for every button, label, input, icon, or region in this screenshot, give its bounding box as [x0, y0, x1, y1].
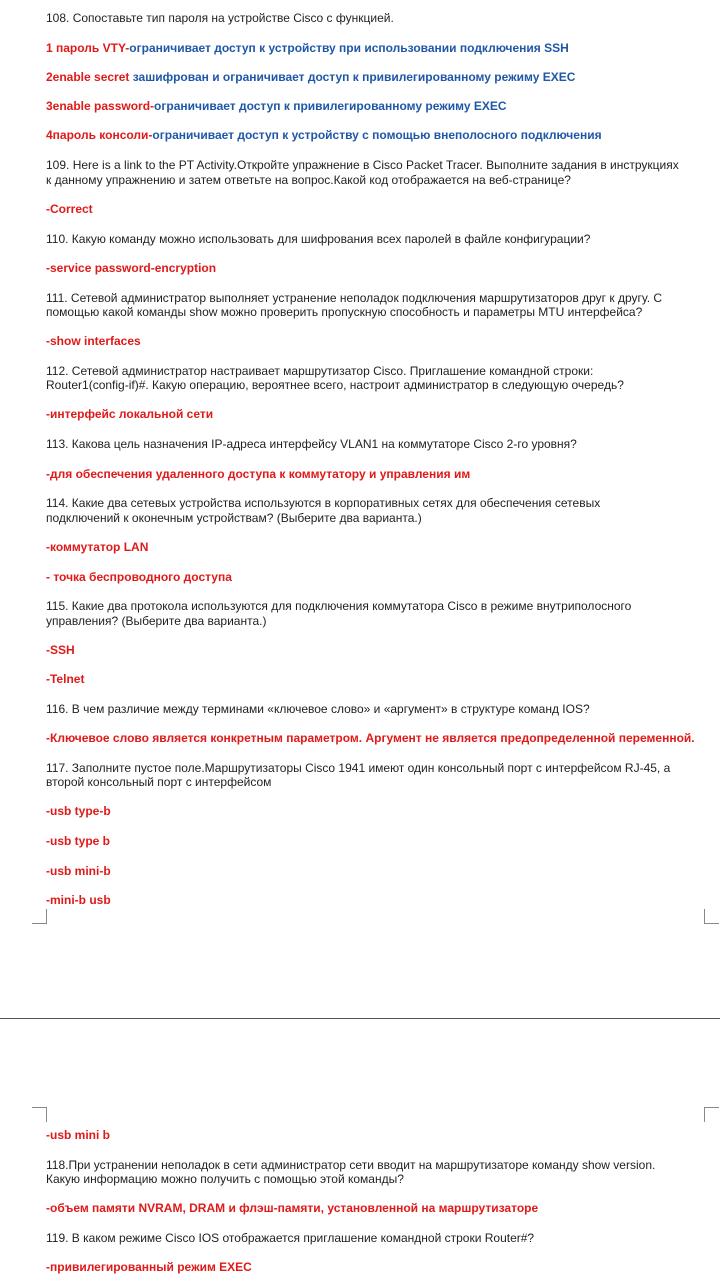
- answer-108-4: [46, 128, 702, 143]
- answer-118: -объем памяти NVRAM, DRAM и флэш-памяти, установленной на маршрутизаторе: [46, 1201, 539, 1215]
- answer-108-2-prefix: 2enable secret: [46, 70, 133, 84]
- answer-109: -Correct: [46, 202, 93, 216]
- answer-111: -show interfaces: [46, 334, 141, 348]
- page-corner-mark-bottom-left: [32, 909, 47, 924]
- page-corner-mark-top-left: [32, 1107, 47, 1122]
- question-108: 108. Сопоставьте тип пароля на устройстве Cisco с функцией.: [46, 11, 394, 25]
- answer-117-2: -usb type b: [46, 834, 111, 848]
- answer-116: -Ключевое слово является конкретным параметром. Аргумент не является предопределенной переменной.: [46, 731, 695, 745]
- question-113: 113. Какова цель назначения IP-адреса интерфейсу VLAN1 на коммутаторе Cisco 2-го уровня?: [46, 437, 577, 451]
- question-111-line-2: помощью какой команды show можно проверить пропускную способность и параметры MTU интерфейса?: [46, 305, 643, 319]
- answer-117-1: -usb type-b: [46, 804, 111, 818]
- answer-108-4-text: ограничивает доступ к устройству с помощью внеполосного подключения: [152, 128, 602, 142]
- answer-110: -service password-encryption: [46, 261, 217, 275]
- answer-119: -привилегированный режим EXEC: [46, 1260, 252, 1274]
- question-109-line-2: к данному упражнению и затем ответьте на вопрос.Какой код отображается на веб-странице?: [46, 173, 571, 187]
- question-111-line-1: 111. Сетевой администратор выполняет устранение неполадок подключения маршрутизаторов друг к другу. С: [46, 291, 663, 305]
- question-110: 110. Какую команду можно использовать для шифрования всех паролей в файле конфигурации?: [46, 232, 591, 246]
- question-115-line-2: управления? (Выберите два варианта.): [46, 614, 267, 628]
- page-corner-mark-top-right: [704, 1107, 719, 1122]
- question-114-line-2: подключений к оконечным устройствам? (Выберите два варианта.): [46, 511, 422, 525]
- answer-108-3: [46, 99, 702, 114]
- answer-114-2: - точка беспроводного доступа: [46, 570, 232, 584]
- answer-108-4-prefix: 4пароль консоли-: [46, 128, 153, 142]
- page-break-divider: [0, 1018, 720, 1019]
- question-109-line-1: 109. Here is a link to the PT Activity.Откройте упражнение в Cisco Packet Tracer. Выполните задания в инструкциях: [46, 158, 679, 172]
- answer-108-1: [46, 41, 702, 56]
- answer-108-1-text: ограничивает доступ к устройству при использовании подключения SSH: [129, 41, 569, 55]
- answer-117-5: -usb mini b: [46, 1128, 110, 1142]
- question-114-line-1: 114. Какие два сетевых устройства используются в корпоративных сетях для обеспечения сетевых: [46, 496, 601, 510]
- answer-117-3: -usb mini-b: [46, 864, 111, 878]
- question-119: 119. В каком режиме Cisco IOS отображается приглашение командной строки Router#?: [46, 1231, 535, 1245]
- answer-108-3-prefix: 3enable password-: [46, 99, 155, 113]
- answer-117-4: -mini-b usb: [46, 893, 111, 907]
- answer-112: -интерфейс локальной сети: [46, 407, 214, 421]
- question-118-line-1: 118.При устранении неполадок в сети администратор сети вводит на маршрутизаторе команду show version.: [46, 1158, 656, 1172]
- question-116: 116. В чем различие между терминами «ключевое слово» и «аргумент» в структуре команд IOS?: [46, 702, 590, 716]
- answer-108-1-prefix: 1 пароль VTY-: [46, 41, 130, 55]
- answer-113: -для обеспечения удаленного доступа к коммутатору и управления им: [46, 467, 471, 481]
- answer-115-1: -SSH: [46, 643, 75, 657]
- answer-108-2: [46, 70, 702, 85]
- answer-114-1: -коммутатор LAN: [46, 540, 149, 554]
- answer-115-2: -Telnet: [46, 672, 85, 686]
- question-118-line-2: Какую информацию можно получить с помощью этой команды?: [46, 1172, 404, 1186]
- question-112-line-2: Router1(config-if)#. Какую операцию, вероятнее всего, настроит администратор в следующую очередь?: [46, 378, 624, 392]
- page-corner-mark-bottom-right: [704, 909, 719, 924]
- question-117-line-2: второй консольный порт с интерфейсом: [46, 775, 272, 789]
- question-117-line-1: 117. Заполните пустое поле.Маршрутизаторы Cisco 1941 имеют один консольный порт с интерфейсом RJ-45, а: [46, 761, 671, 775]
- answer-108-2-text: зашифрован и ограничивает доступ к привилегированному режиму EXEC: [132, 70, 576, 84]
- question-112-line-1: 112. Сетевой администратор настраивает маршрутизатор Cisco. Приглашение командной строки:: [46, 364, 594, 378]
- answer-108-3-text: ограничивает доступ к привилегированному режиму EXEC: [154, 99, 507, 113]
- question-115-line-1: 115. Какие два протокола используются для подключения коммутатора Cisco в режиме внутриполосного: [46, 599, 632, 613]
